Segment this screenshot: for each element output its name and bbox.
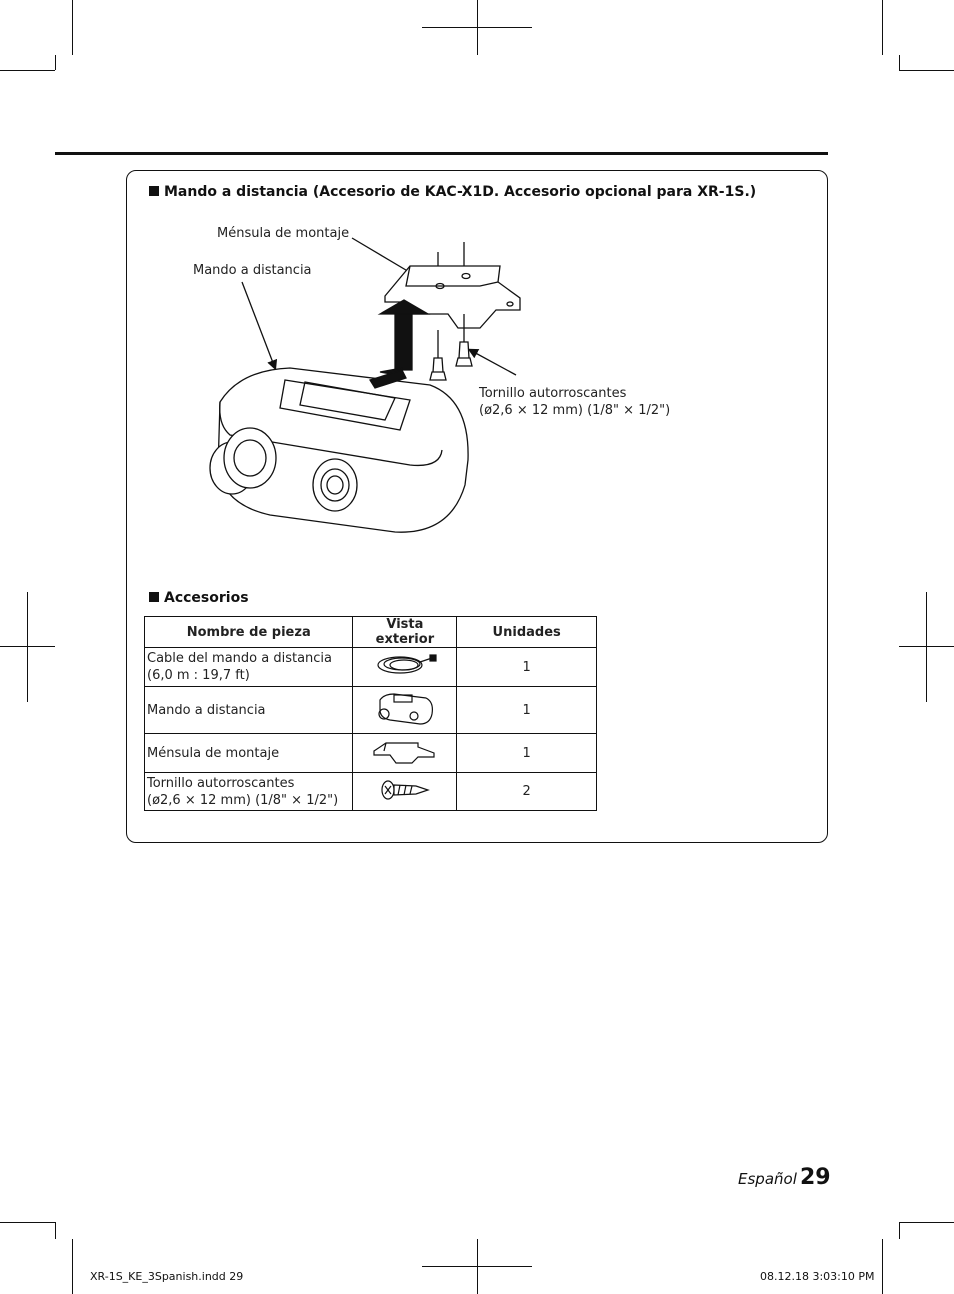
screw-icon <box>370 777 440 803</box>
remote-assembly-illustration <box>180 230 540 540</box>
label-remote: Mando a distancia <box>193 263 312 278</box>
page-number: 29 <box>800 1165 831 1190</box>
remote-icon <box>370 688 440 728</box>
table-row <box>145 773 597 811</box>
section-title-remote <box>149 184 756 200</box>
table-row <box>145 734 597 773</box>
square-bullet-icon <box>149 592 159 602</box>
name-line: Tornillo autorroscantes <box>147 775 295 791</box>
file-slug: XR-1S_KE_3Spanish.indd 29 <box>90 1270 244 1283</box>
col-header-view: Vista exterior <box>353 617 457 648</box>
cell-qty: 1 <box>457 648 597 687</box>
cell-view <box>353 773 457 811</box>
section-title-text: Mando a distancia (Accesorio de KAC-X1D. Accesorio opcional para XR-1S.) <box>164 184 757 200</box>
cell-name <box>145 687 353 734</box>
cell-name <box>145 773 353 811</box>
label-screws-1: Tornillo autorroscantes <box>479 386 627 401</box>
accessories-table <box>144 616 597 811</box>
name-line: (6,0 m : 19,7 ft) <box>147 668 250 683</box>
table-header-row <box>145 617 597 648</box>
cell-name <box>145 648 353 687</box>
col-header-name: Nombre de pieza <box>145 617 353 648</box>
header-rule <box>55 152 828 155</box>
cell-view <box>353 687 457 734</box>
name-line: Mando a distancia <box>147 702 266 718</box>
cable-icon <box>370 650 440 680</box>
slug-timestamp: 08.12.18 3:03:10 PM <box>760 1270 875 1283</box>
cell-name <box>145 734 353 773</box>
section-title-accessories <box>149 590 249 606</box>
name-line: Ménsula de montaje <box>147 745 280 761</box>
bracket-icon <box>370 737 440 765</box>
label-bracket: Ménsula de montaje <box>217 226 350 241</box>
name-line: Cable del mando a distancia <box>147 651 333 666</box>
square-bullet-icon <box>149 186 159 196</box>
cell-view <box>353 648 457 687</box>
table-row <box>145 648 597 687</box>
name-line: (ø2,6 × 12 mm) (1/8" × 1/2") <box>147 792 339 808</box>
cell-view <box>353 734 457 773</box>
footer-language: Español <box>738 1170 797 1188</box>
cell-qty: 1 <box>457 687 597 734</box>
label-screws-2: (ø2,6 × 12 mm) (1/8" × 1/2") <box>479 403 671 418</box>
cell-qty: 1 <box>457 734 597 773</box>
section-title-text: Accesorios <box>164 590 249 606</box>
cell-qty: 2 <box>457 773 597 811</box>
col-header-qty: Unidades <box>457 617 597 648</box>
table-row <box>145 687 597 734</box>
